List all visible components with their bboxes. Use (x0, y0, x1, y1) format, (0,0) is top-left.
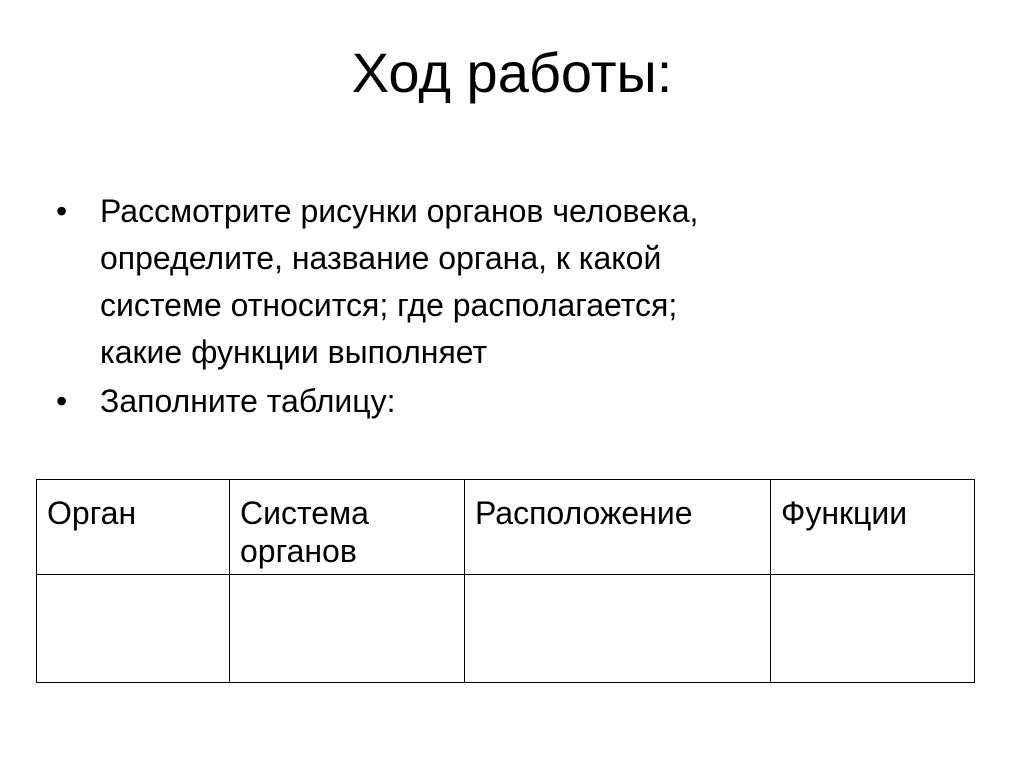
header-location (465, 480, 771, 575)
bullet-icon: • (56, 383, 68, 419)
instruction-item-examine (52, 188, 952, 376)
instruction-line: Рассмотрите рисунки органов человека, (100, 193, 699, 229)
header-text: Система (240, 495, 369, 531)
table-header-row (37, 480, 975, 575)
header-organ-system (230, 480, 465, 575)
table-cell (771, 575, 975, 683)
header-text: Расположение (475, 495, 693, 531)
bullet-icon: • (56, 193, 68, 229)
organ-table (36, 479, 975, 683)
instruction-item-fill-table (52, 378, 952, 425)
header-functions (771, 480, 975, 575)
header-text: Орган (47, 495, 137, 531)
table-cell (37, 575, 230, 683)
header-text: Функции (781, 495, 908, 531)
table-cell (230, 575, 465, 683)
instruction-line: какие функции выполняет (100, 334, 488, 370)
header-text: органов (240, 533, 357, 569)
instruction-line: определите, название органа, к какой (100, 240, 662, 276)
table-cell (465, 575, 771, 683)
slide-title: Ход работы: (351, 41, 673, 104)
instruction-line: Заполните таблицу: (100, 383, 396, 419)
instruction-list (52, 188, 952, 425)
table-row (37, 575, 975, 683)
header-organ (37, 480, 230, 575)
instruction-line: системе относится; где располагается; (100, 287, 678, 323)
